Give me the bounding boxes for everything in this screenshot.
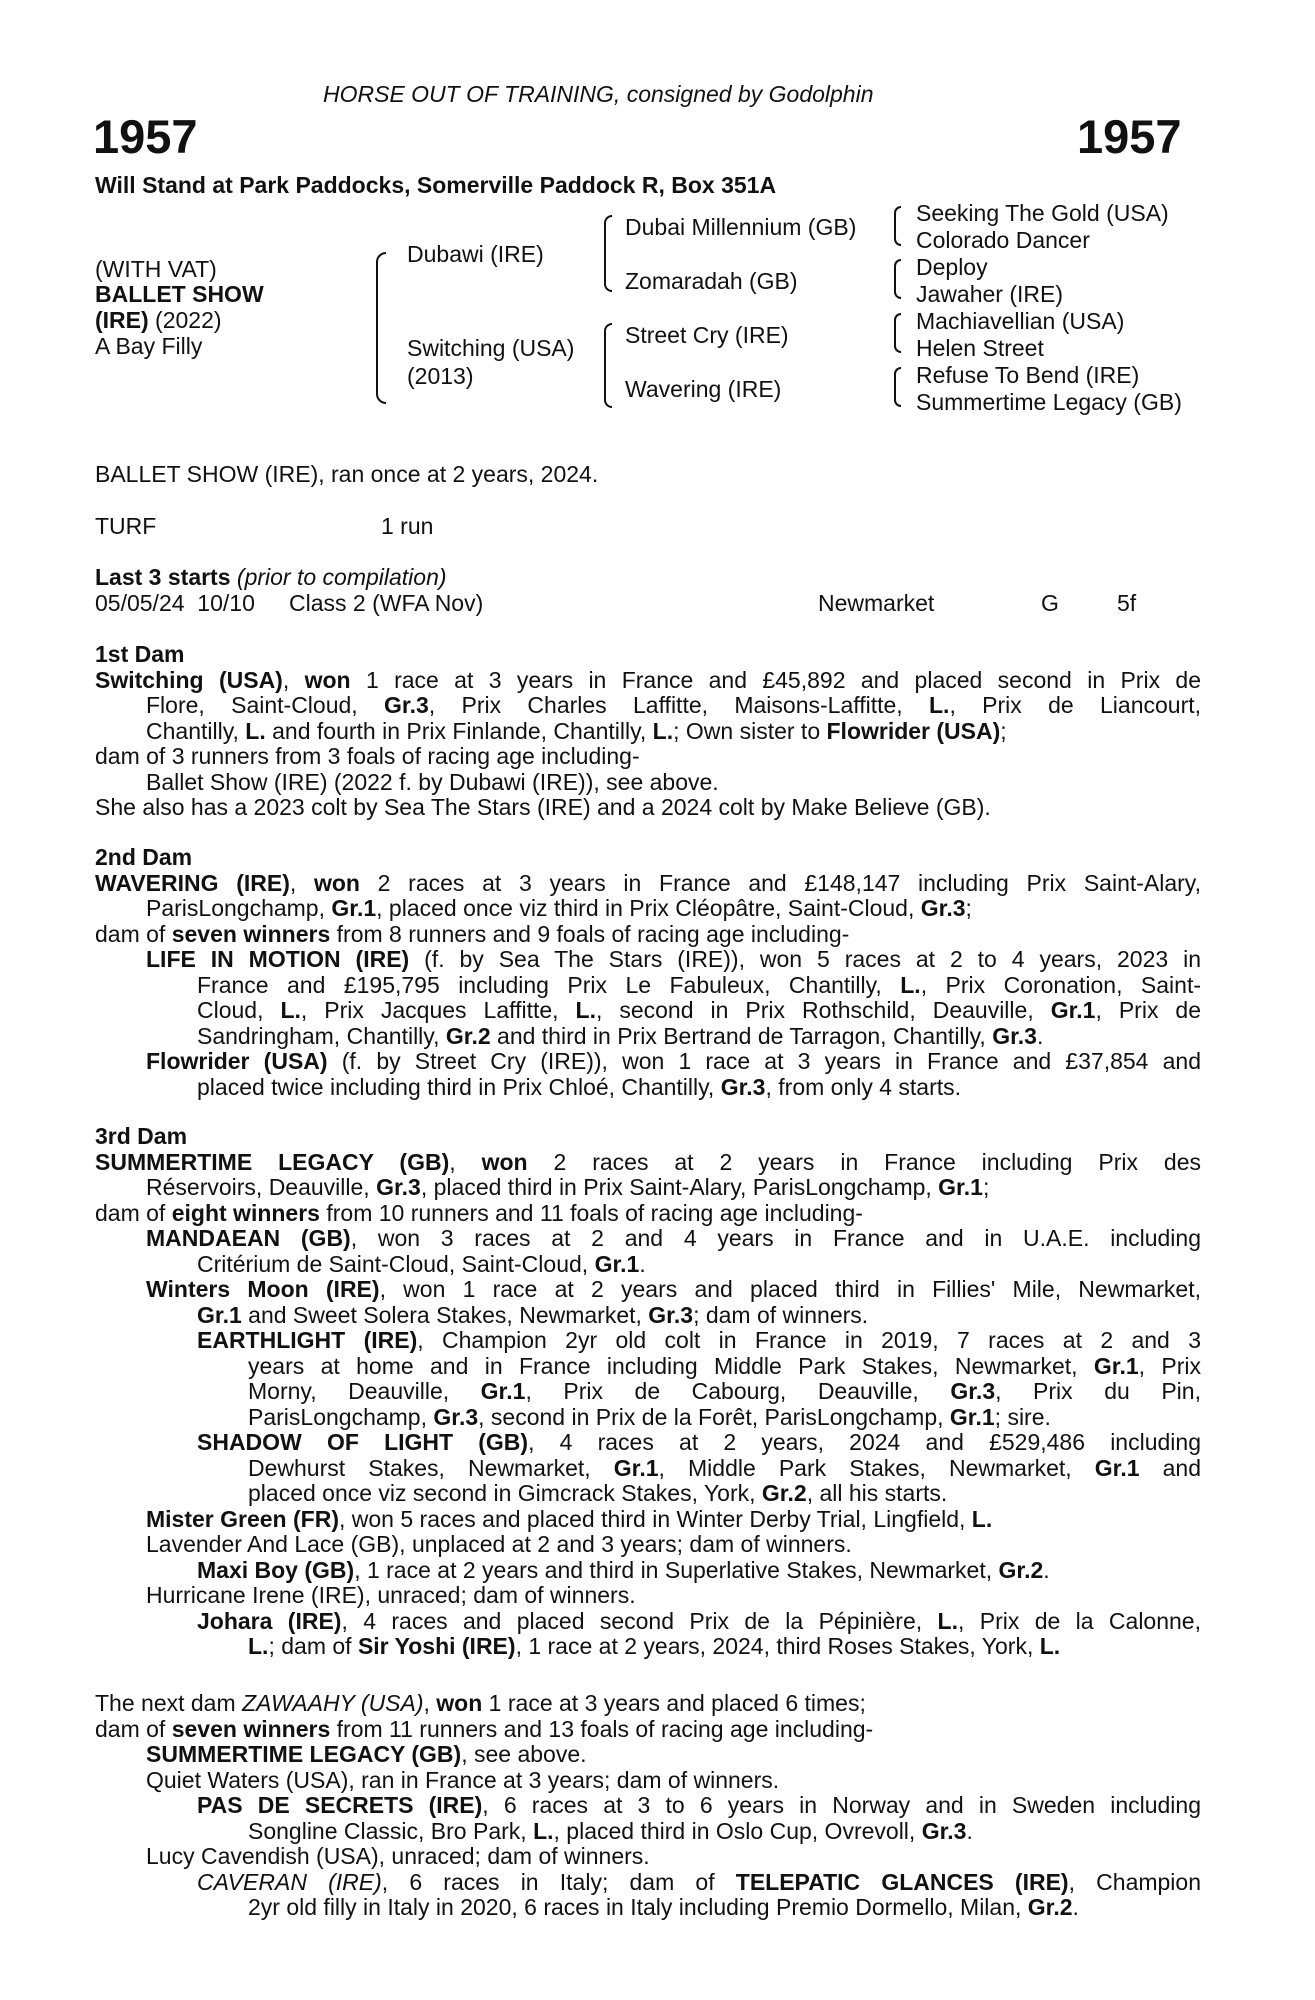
dam3-produce bbox=[95, 1558, 1201, 1584]
bold-text-run: L. bbox=[245, 717, 266, 744]
pedigree-brace-sd bbox=[894, 259, 901, 299]
bold-text-run: L. bbox=[575, 997, 596, 1023]
start-date-position: 05/05/24 10/10 bbox=[95, 590, 255, 616]
bold-text-run: L. bbox=[971, 1505, 993, 1532]
dam1-produce: Ballet Show (IRE) (2022 f. by Dubawi (IRE)), see above. bbox=[146, 768, 719, 795]
dam3-produce bbox=[95, 1379, 1201, 1405]
third-dam-heading: 3rd Dam bbox=[95, 1123, 188, 1149]
pedigree-dam-dam: Wavering (IRE) bbox=[625, 376, 782, 402]
next-dam-line bbox=[95, 1691, 1201, 1717]
dam3-line bbox=[95, 1201, 1201, 1227]
lot-number-left: 1957 bbox=[93, 110, 198, 163]
start-course: Newmarket bbox=[818, 590, 935, 616]
pedigree-brace-ds bbox=[894, 313, 901, 353]
next-dam-produce: Quiet Waters (USA), ran in France at 3 years; dam of winners. bbox=[146, 1766, 780, 1793]
pedigree-ss-sire: Seeking The Gold (USA) bbox=[916, 200, 1169, 226]
text-run: The next dam bbox=[95, 1690, 243, 1716]
catalogue-subtitle: HORSE OUT OF TRAINING, consigned by Godolphin bbox=[323, 81, 874, 107]
first-dam-heading: 1st Dam bbox=[95, 641, 185, 667]
bold-text-run: Gr.3 bbox=[384, 692, 429, 718]
bold-text-run: Sir Yoshi (IRE) bbox=[357, 1633, 516, 1659]
bold-text-run: Gr.3 bbox=[920, 895, 966, 921]
pedigree-ss-dam: Colorado Dancer bbox=[916, 227, 1090, 253]
dam3-produce bbox=[95, 1481, 1201, 1507]
dam2-produce bbox=[95, 1075, 1201, 1101]
text-run: , see above. bbox=[461, 1741, 587, 1767]
bold-text-run: Mister Green (FR) bbox=[146, 1505, 339, 1532]
dam3-produce bbox=[95, 1430, 1201, 1456]
bold-text-run: Gr.3 bbox=[921, 1817, 967, 1844]
text-run: , second in Prix Rothschild, Deauville, bbox=[595, 997, 1051, 1023]
text-run: ; sire. bbox=[994, 1403, 1051, 1430]
dam3-produce bbox=[95, 1226, 1201, 1252]
pedigree-brace-main bbox=[376, 252, 386, 404]
dam1-name: Switching (USA) bbox=[95, 666, 283, 693]
next-dam-produce bbox=[95, 1819, 1201, 1845]
dam3-produce bbox=[95, 1354, 1201, 1380]
text-run: ParisLongchamp, bbox=[146, 895, 332, 921]
own-sister-name: Flowrider (USA) bbox=[826, 717, 1001, 744]
bold-text-run: Maxi Boy (GB) bbox=[197, 1556, 355, 1583]
pedigree-sd-dam: Jawaher (IRE) bbox=[916, 281, 1063, 307]
text-run: 2 races at 3 years in France and £148,147 including Prix Saint-Alary, bbox=[359, 869, 1201, 896]
next-dam-name: ZAWAAHY (USA) bbox=[242, 1690, 424, 1716]
text-run: ; bbox=[982, 1174, 990, 1200]
text-run: 1 race at 3 years in France and £45,892 and placed second in Prix de bbox=[350, 666, 1201, 693]
first-dam-section bbox=[95, 642, 1201, 821]
pedigree-sire: Dubawi (IRE) bbox=[407, 241, 544, 267]
text-run: , Prix Charles Laffitte, Maisons-Laffitte, bbox=[428, 692, 929, 718]
dam3-produce bbox=[95, 1456, 1201, 1482]
text-run: dam of bbox=[95, 920, 172, 947]
text-run: , 4 races at 2 years, 2024 and £529,486 including bbox=[528, 1429, 1201, 1455]
text-run: dam of bbox=[95, 1199, 172, 1226]
pedigree-brace-dd bbox=[894, 367, 901, 407]
text-run: 2yr old filly in Italy in 2020, 6 races in Italy including Premio Dormello, Milan, bbox=[248, 1894, 1028, 1920]
text-run: . bbox=[1036, 1022, 1044, 1049]
bold-text-run: L. bbox=[937, 1607, 958, 1634]
dam3-produce bbox=[95, 1405, 1201, 1431]
last-starts-note: (prior to compilation) bbox=[230, 564, 447, 590]
dam1-line: dam of 3 runners from 3 foals of racing age including- bbox=[95, 743, 640, 769]
text-run: Songline Classic, Bro Park, bbox=[248, 1817, 534, 1844]
text-run: , Prix Jacques Laffitte, bbox=[300, 997, 576, 1023]
bold-text-run: L. bbox=[248, 1633, 269, 1659]
text-run: , Prix du Pin, bbox=[995, 1378, 1201, 1404]
text-run: France and £195,795 including Prix Le Fabuleux, Chantilly, bbox=[197, 971, 901, 998]
text-run: . bbox=[1072, 1894, 1079, 1920]
dam3-produce bbox=[95, 1609, 1201, 1635]
text-run: 2 races at 2 years in France including Prix des bbox=[527, 1148, 1201, 1175]
bold-text-run: Gr.1 bbox=[594, 1250, 640, 1277]
vat-note: (WITH VAT) bbox=[95, 256, 217, 282]
surface-label: TURF bbox=[95, 513, 157, 539]
dam3-produce bbox=[95, 1303, 1201, 1329]
text-run: and Sweet Solera Stakes, Newmarket, bbox=[241, 1301, 649, 1328]
horse-foaled-year: (2022) bbox=[148, 307, 222, 333]
text-run: , won 3 races at 2 and 4 years in France and in U.A.E. including bbox=[350, 1225, 1201, 1251]
dam2-name: WAVERING (IRE) bbox=[95, 869, 290, 896]
text-run: , won 1 race at 2 years and placed third in Fillies' Mile, Newmarket, bbox=[379, 1276, 1202, 1302]
text-run: ; Own sister to bbox=[673, 717, 827, 744]
surface-runs: 1 run bbox=[381, 513, 434, 539]
bold-text-run: MANDAEAN (GB) bbox=[146, 1225, 351, 1251]
bold-text-run: L. bbox=[533, 1817, 554, 1844]
horse-name: BALLET SHOW bbox=[95, 281, 264, 307]
text-run: Morny, Deauville, bbox=[248, 1378, 481, 1404]
bold-text-run: won bbox=[313, 869, 360, 896]
bold-text-run: TELEPATIC GLANCES (IRE) bbox=[735, 1868, 1069, 1895]
next-dam-produce bbox=[95, 1793, 1201, 1819]
next-dam-produce bbox=[95, 1870, 1201, 1896]
bold-text-run: Gr.1 bbox=[331, 895, 377, 921]
text-run: ; bbox=[1000, 717, 1007, 744]
pedigree-dd-sire: Refuse To Bend (IRE) bbox=[916, 362, 1140, 388]
text-run: Réservoirs, Deauville, bbox=[146, 1174, 377, 1200]
last-starts-heading bbox=[95, 565, 447, 591]
text-run: Critérium de Saint-Cloud, Saint-Cloud, bbox=[197, 1250, 595, 1277]
dam2-produce bbox=[95, 973, 1201, 999]
bold-text-run: Gr.1 bbox=[1094, 1454, 1140, 1481]
dam3-produce bbox=[95, 1252, 1201, 1278]
text-run: , Prix de Cabourg, Deauville, bbox=[525, 1378, 951, 1404]
bold-text-run: L. bbox=[652, 717, 674, 744]
text-run: (f. by Sea The Stars (IRE)), won 5 races at 2 to 4 years, 2023 in bbox=[409, 946, 1201, 972]
bold-text-run: Johara (IRE) bbox=[197, 1607, 342, 1634]
pedigree-sire-dam: Zomaradah (GB) bbox=[625, 268, 798, 294]
bold-text-run: Gr.1 bbox=[197, 1301, 242, 1328]
text-run: placed once viz second in Gimcrack Stakes, York, bbox=[248, 1480, 762, 1506]
bold-text-run: Gr.3 bbox=[376, 1174, 421, 1200]
text-run: Flore, Saint-Cloud, bbox=[146, 692, 385, 718]
dam2-line bbox=[95, 871, 1201, 897]
bold-text-run: Gr.1 bbox=[1093, 1352, 1139, 1379]
dam3-line bbox=[95, 1150, 1201, 1176]
bold-text-run: won bbox=[481, 1148, 528, 1175]
bold-text-run: Gr.3 bbox=[992, 1022, 1037, 1049]
text-run: ; bbox=[965, 895, 972, 921]
dam2-produce bbox=[95, 1049, 1201, 1075]
dam3-line bbox=[95, 1175, 1201, 1201]
bold-text-run: PAS DE SECRETS (IRE) bbox=[197, 1792, 483, 1818]
text-run: , second in Prix de la Forêt, ParisLongchamp, bbox=[478, 1403, 950, 1430]
third-dam-section bbox=[95, 1124, 1201, 1660]
dam3-produce bbox=[95, 1277, 1201, 1303]
text-run: Dewhurst Stakes, Newmarket, bbox=[248, 1454, 614, 1481]
start-race: Class 2 (WFA Nov) bbox=[289, 590, 484, 616]
pedigree-dam: Switching (USA) bbox=[407, 335, 575, 361]
bold-text-run: Gr.3 bbox=[433, 1403, 479, 1430]
text-run: , Champion 2yr old colt in France in 2019, 7 races at 2 and 3 bbox=[417, 1327, 1201, 1353]
text-run: and bbox=[1139, 1454, 1201, 1481]
text-run: Cloud, bbox=[197, 997, 281, 1023]
text-run: 1 race at 3 years and placed 6 times; bbox=[482, 1690, 866, 1716]
dam3-produce: Hurricane Irene (IRE), unraced; dam of winners. bbox=[146, 1582, 636, 1608]
pedigree-dd-dam: Summertime Legacy (GB) bbox=[916, 389, 1182, 415]
start-distance: 5f bbox=[1117, 590, 1137, 616]
dam2-line bbox=[95, 896, 1201, 922]
bold-text-run: seven winners bbox=[171, 920, 331, 947]
dam1-line bbox=[95, 719, 1201, 745]
dam1-line: She also has a 2023 colt by Sea The Stars (IRE) and a 2024 colt by Make Believe (GB). bbox=[95, 794, 991, 820]
text-run: and third in Prix Bertrand de Tarragon, Chantilly, bbox=[490, 1022, 993, 1049]
bold-text-run: SHADOW OF LIGHT (GB) bbox=[197, 1429, 529, 1455]
text-run: (f. by Street Cry (IRE)), won 1 race at 3 years in France and £37,854 and bbox=[327, 1048, 1201, 1074]
text-run: placed twice including third in Prix Chloé, Chantilly, bbox=[197, 1073, 721, 1100]
second-dam-heading: 2nd Dam bbox=[95, 844, 193, 870]
bold-text-run: Gr.1 bbox=[938, 1174, 983, 1200]
bold-text-run: Gr.1 bbox=[949, 1403, 995, 1430]
text-run: , 1 race at 2 years, 2024, third Roses Stakes, York, bbox=[515, 1633, 1040, 1659]
lot-number-right: 1957 bbox=[1077, 110, 1182, 163]
pedigree-brace-sire bbox=[604, 215, 612, 292]
bold-text-run: Gr.2 bbox=[998, 1556, 1044, 1583]
pedigree-brace-dam bbox=[604, 323, 612, 408]
pedigree-brace-ss bbox=[894, 206, 901, 246]
bold-text-run: Gr.1 bbox=[480, 1378, 526, 1404]
bold-text-run: eight winners bbox=[171, 1199, 320, 1226]
horse-description: A Bay Filly bbox=[95, 333, 203, 359]
text-run: , all his starts. bbox=[806, 1480, 948, 1506]
dam2-line bbox=[95, 922, 1201, 948]
bold-text-run: LIFE IN MOTION (IRE) bbox=[146, 946, 410, 972]
text-run: from 8 runners and 9 foals of racing age including- bbox=[330, 920, 850, 947]
start-going: G bbox=[1041, 590, 1059, 616]
dam3-name: SUMMERTIME LEGACY (GB) bbox=[95, 1148, 450, 1175]
dam1-line bbox=[95, 668, 1201, 694]
text-run: , bbox=[282, 666, 305, 693]
text-run: years at home and in France including Middle Park Stakes, Newmarket, bbox=[248, 1352, 1094, 1379]
next-dam-section bbox=[95, 1691, 1201, 1921]
text-run: Sandringham, Chantilly, bbox=[197, 1022, 446, 1049]
last-starts-title: Last 3 starts bbox=[95, 564, 231, 590]
text-run: , Prix de la Calonne, bbox=[957, 1607, 1201, 1634]
text-run: and fourth in Prix Finlande, Chantilly, bbox=[265, 717, 653, 744]
italic-text-run: CAVERAN (IRE) bbox=[197, 1868, 382, 1895]
text-run: , placed once viz third in Prix Cléopâtre, Saint-Cloud, bbox=[376, 895, 921, 921]
pedigree-ds-sire: Machiavellian (USA) bbox=[916, 308, 1125, 334]
bold-text-run: Winters Moon (IRE) bbox=[146, 1276, 380, 1302]
text-run: , from only 4 starts. bbox=[765, 1073, 962, 1100]
text-run: , bbox=[423, 1690, 437, 1716]
dam2-produce bbox=[95, 947, 1201, 973]
dam2-produce bbox=[95, 998, 1201, 1024]
bold-text-run: Gr.2 bbox=[1027, 1894, 1073, 1920]
bold-text-run: Gr.2 bbox=[445, 1022, 491, 1049]
dam3-produce bbox=[95, 1634, 1201, 1660]
text-run: , 4 races and placed second Prix de la Pépinière, bbox=[341, 1607, 938, 1634]
text-run: , won 5 races and placed third in Winter Derby Trial, Lingfield, bbox=[338, 1505, 972, 1532]
pedigree-ds-dam: Helen Street bbox=[916, 335, 1044, 361]
text-run: ParisLongchamp, bbox=[248, 1403, 434, 1430]
bold-text-run: Gr.3 bbox=[950, 1378, 996, 1404]
dam1-line bbox=[95, 693, 1201, 719]
text-run: , 6 races in Italy; dam of bbox=[381, 1868, 736, 1895]
pedigree-sd-sire: Deploy bbox=[916, 254, 988, 280]
text-run: , placed third in Prix Saint-Alary, ParisLongchamp, bbox=[420, 1174, 939, 1200]
text-run: ; dam of bbox=[268, 1633, 358, 1659]
text-run: . bbox=[639, 1250, 646, 1277]
text-run: , 6 races at 3 to 6 years in Norway and in Sweden including bbox=[482, 1792, 1201, 1818]
bold-text-run: Gr.1 bbox=[1050, 997, 1096, 1023]
bold-text-run: L. bbox=[1039, 1633, 1061, 1659]
bold-text-run: Gr.1 bbox=[613, 1454, 659, 1481]
horse-origin: (IRE) bbox=[95, 307, 149, 333]
text-run: . bbox=[1043, 1556, 1050, 1583]
text-run: , Champion bbox=[1068, 1868, 1202, 1895]
dam3-produce: Lavender And Lace (GB), unplaced at 2 and 3 years; dam of winners. bbox=[146, 1531, 852, 1557]
bold-text-run: SUMMERTIME LEGACY (GB) bbox=[146, 1741, 462, 1767]
text-run: , Prix de Liancourt, bbox=[949, 692, 1202, 718]
text-run: Chantilly, bbox=[146, 717, 246, 744]
next-dam-produce bbox=[95, 1742, 1201, 1768]
text-run: , placed third in Oslo Cup, Ovrevoll, bbox=[553, 1817, 922, 1844]
text-run: , Prix Coronation, Saint- bbox=[920, 971, 1201, 998]
text-run: ; dam of winners. bbox=[693, 1301, 869, 1328]
text-run: dam of bbox=[95, 1715, 172, 1742]
text-run: , 1 race at 2 years and third in Superlative Stakes, Newmarket, bbox=[354, 1556, 999, 1583]
next-dam-line bbox=[95, 1717, 1201, 1743]
dam3-produce bbox=[95, 1507, 1201, 1533]
text-run: , Prix de bbox=[1095, 997, 1202, 1023]
pedigree-sire-sire: Dubai Millennium (GB) bbox=[625, 214, 857, 240]
bold-text-run: L. bbox=[900, 971, 921, 998]
bold-text-run: EARTHLIGHT (IRE) bbox=[197, 1327, 418, 1353]
text-run: . bbox=[966, 1817, 973, 1844]
pedigree-dam-sire: Street Cry (IRE) bbox=[625, 322, 789, 348]
horse-origin-year bbox=[95, 308, 222, 334]
text-run: , Prix bbox=[1138, 1352, 1202, 1379]
next-dam-produce bbox=[95, 1895, 1201, 1921]
text-run: , bbox=[289, 869, 314, 896]
bold-text-run: seven winners bbox=[171, 1715, 331, 1742]
bold-text-run: Flowrider (USA) bbox=[146, 1048, 328, 1074]
bold-text-run: L. bbox=[929, 692, 950, 718]
text-run: from 11 runners and 13 foals of racing age including- bbox=[330, 1715, 874, 1742]
stand-location: Will Stand at Park Paddocks, Somerville Paddock R, Box 351A bbox=[95, 172, 777, 198]
second-dam-section bbox=[95, 845, 1201, 1100]
bold-text-run: L. bbox=[280, 997, 301, 1023]
next-dam-produce: Lucy Cavendish (USA), unraced; dam of winners. bbox=[146, 1843, 650, 1869]
bold-text-run: Gr.3 bbox=[648, 1301, 694, 1328]
bold-text-run: Gr.2 bbox=[761, 1480, 807, 1506]
pedigree-dam-year: (2013) bbox=[407, 363, 474, 389]
text-run: from 10 runners and 11 foals of racing age including- bbox=[319, 1199, 863, 1226]
bold-text-run: Gr.3 bbox=[720, 1073, 766, 1100]
bold-text-run: won bbox=[304, 666, 351, 693]
text-run: , Middle Park Stakes, Newmarket, bbox=[658, 1454, 1095, 1481]
dam3-produce bbox=[95, 1328, 1201, 1354]
text-run: , bbox=[449, 1148, 482, 1175]
race-summary: BALLET SHOW (IRE), ran once at 2 years, 2024. bbox=[95, 461, 599, 487]
dam2-produce bbox=[95, 1024, 1201, 1050]
bold-text-run: won bbox=[436, 1690, 483, 1716]
